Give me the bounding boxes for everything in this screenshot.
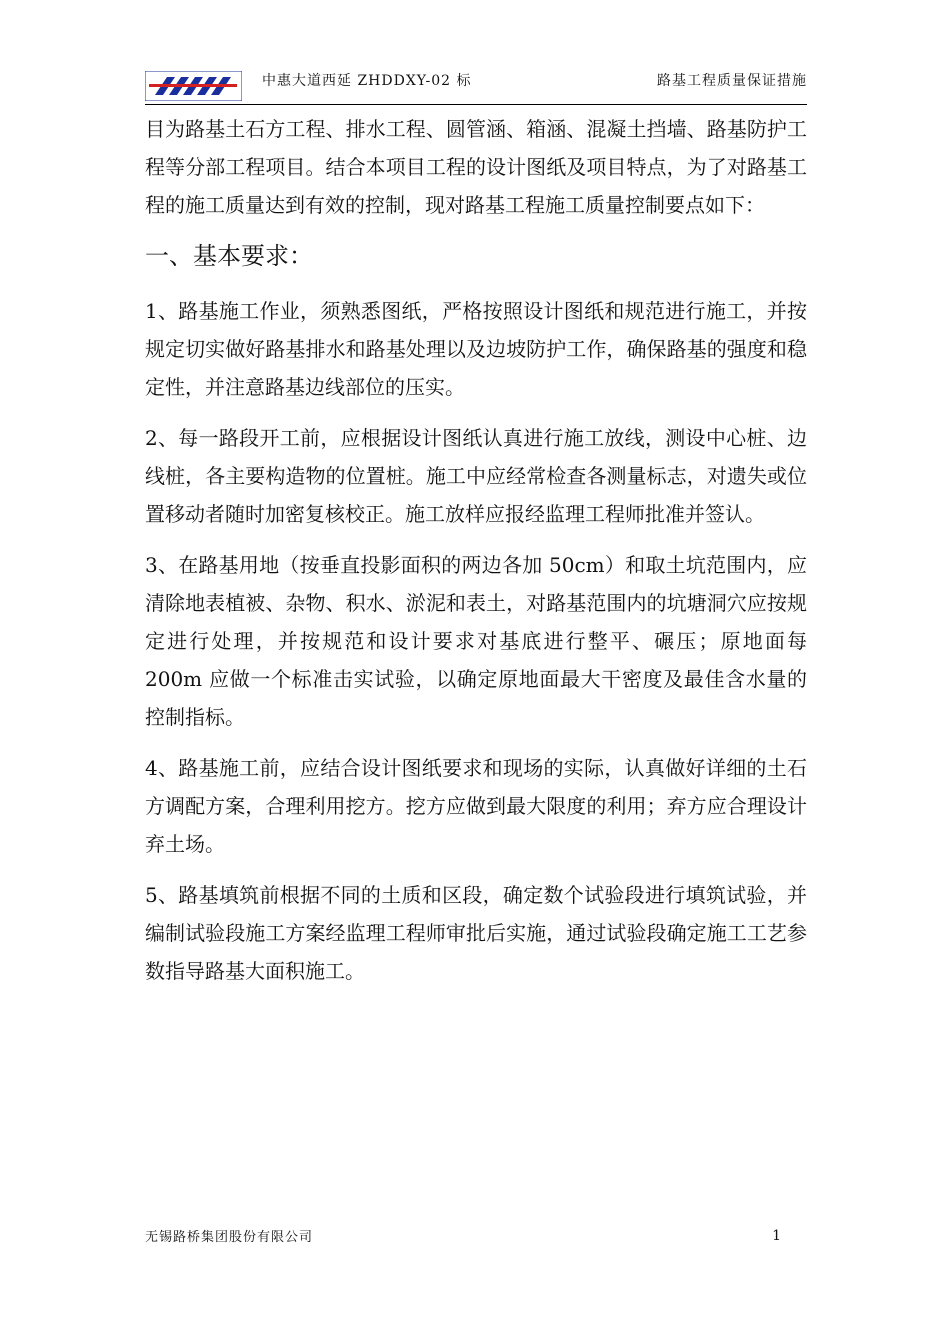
- intro-paragraph: 目为路基土石方工程、排水工程、圆管涵、箱涵、混凝土挡墙、路基防护工程等分部工程项目。结合本项目工程的设计图纸及项目特点，为了对路基工程的施工质量达到有效的控制，现对路基工程施工质量控制要点如下：: [145, 117, 807, 217]
- header-divider: [145, 104, 807, 105]
- header-section-title: 路基工程质量保证措施: [657, 73, 807, 89]
- company-stripes-logo: [145, 71, 242, 101]
- footer-company: 无锡路桥集团股份有限公司: [145, 1230, 314, 1245]
- list-item: 4、路基施工前，应结合设计图纸要求和现场的实际，认真做好详细的土石方调配方案，合理利用挖方。挖方应做到最大限度的利用；弃方应合理设计弃土场。: [145, 756, 807, 856]
- section-heading: 一、基本要求：: [145, 242, 313, 270]
- list-item: 5、路基填筑前根据不同的土质和区段，确定数个试验段进行填筑试验，并编制试验段施工方案经监理工程师审批后实施，通过试验段确定施工工艺参数指导路基大面积施工。: [145, 883, 807, 983]
- page-body: [145, 110, 807, 1003]
- page-footer: [145, 1226, 807, 1246]
- list-item: 2、每一路段开工前，应根据设计图纸认真进行施工放线，测设中心桩、边线桩，各主要构造物的位置桩。施工中应经常检查各测量标志，对遗失或位置移动者随时加密复核校正。施工放样应报经监理工程师批准并签认。: [145, 426, 807, 526]
- page-number: 1: [772, 1228, 781, 1244]
- list-item: 1、路基施工作业，须熟悉图纸，严格按照设计图纸和规范进行施工，并按规定切实做好路基排水和路基处理以及边坡防护工作，确保路基的强度和稳定性，并注意路基边线部位的压实。: [145, 299, 807, 399]
- list-item: 3、在路基用地（按垂直投影面积的两边各加 50cm）和取土坑范围内，应清除地表植被、杂物、积水、淤泥和表土，对路基范围内的坑塘洞穴应按规定进行处理，并按规范和设计要求对基底进行整平、碾压；原地面每 200m 应做一个标准击实试验，以确定原地面最大干密度及最佳含水量的控制指标。: [145, 553, 807, 729]
- header-project-title: 中惠大道西延 ZHDDXY-02 标: [262, 73, 472, 89]
- page-header: [145, 64, 807, 106]
